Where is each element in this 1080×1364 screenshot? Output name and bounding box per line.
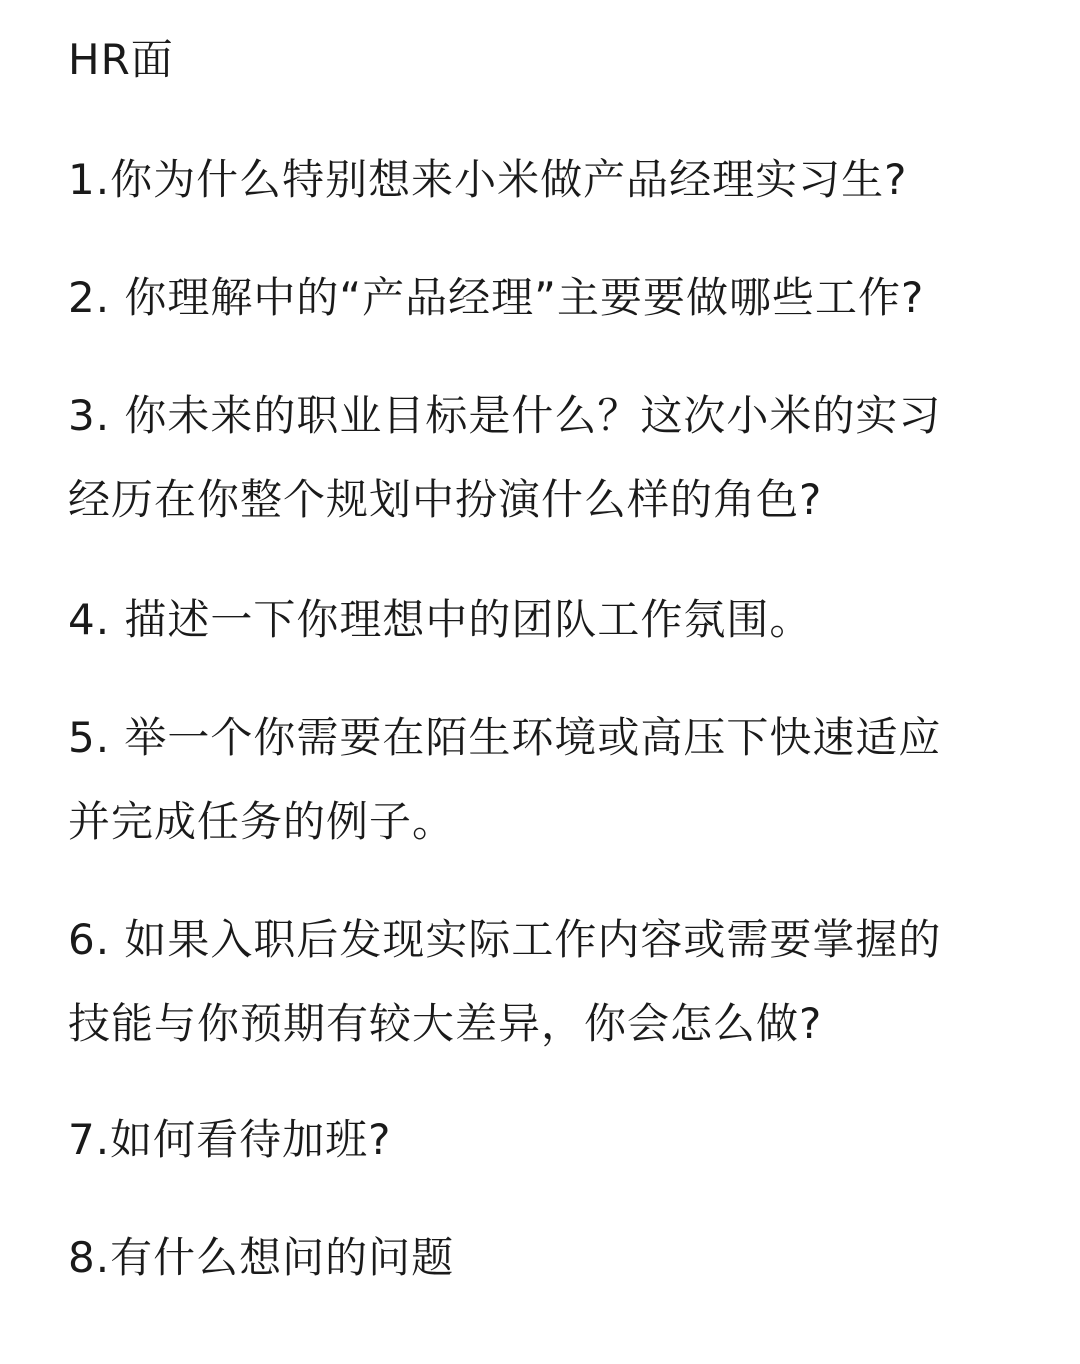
question-4-line: 4. 描述一下你理想中的团队工作氛围。	[68, 595, 813, 644]
question-2-line: 2. 你理解中的“产品经理”主要要做哪些工作?	[68, 273, 925, 322]
question-6-line-2: 技能与你预期有较大差异，你会怎么做?	[68, 999, 823, 1048]
question-3-line-1: 3. 你未来的职业目标是什么？这次小米的实习	[68, 391, 942, 440]
question-6-line-1: 6. 如果入职后发现实际工作内容或需要掌握的	[68, 915, 942, 964]
question-5-line-2: 并完成任务的例子。	[68, 797, 456, 846]
question-3-line-2: 经历在你整个规划中扮演什么样的角色?	[68, 475, 823, 524]
document-title: HR面	[68, 35, 174, 84]
question-7-line: 7.如何看待加班?	[68, 1115, 392, 1164]
question-8-line: 8.有什么想问的问题	[68, 1233, 455, 1282]
question-5-line-1: 5. 举一个你需要在陌生环境或高压下快速适应	[68, 713, 942, 762]
question-1-line: 1.你为什么特别想来小米做产品经理实习生?	[68, 155, 908, 204]
